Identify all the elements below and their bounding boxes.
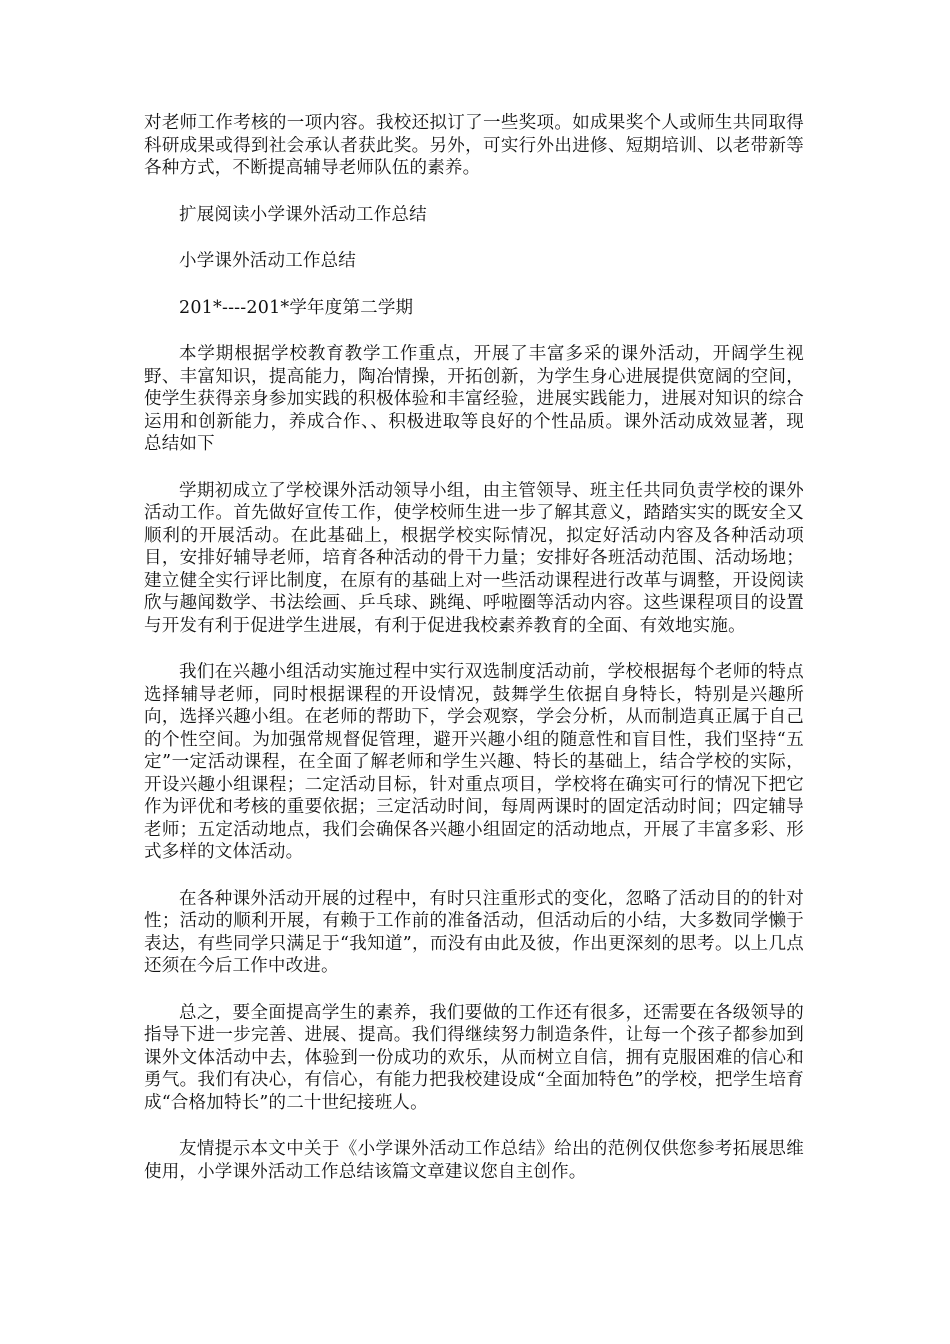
body-paragraph-4: 在各种课外活动开展的过程中，有时只注重形式的变化，忽略了活动目的的针对性；活动的顺利开展，有赖于工作前的准备活动，但活动后的小结，大多数同学懒于表达，有些同学只满足于“我知道”，而没有由此及彼，作出更深刻的思考。以上几点还须在今后工作中改进。 [144, 888, 804, 976]
closing-note-paragraph: 友情提示本文中关于《小学课外活动工作总结》给出的范例仅供您参考拓展思维使用，小学课外活动工作总结该篇文章建议您自主创作。 [144, 1139, 804, 1182]
body-paragraph-3: 我们在兴趣小组活动实施过程中实行双选制度活动前，学校根据每个老师的特点选择辅导老师，同时根据课程的开设情况，鼓舞学生依据自身特长，特别是兴趣所向，选择兴趣小组。在老师的帮助下，学会观察，学会分析，从而制造真正属于自己的个性空间。为加强常规督促管理，避开兴趣小组的随意性和盲目性，我们坚持“五定”一定活动课程，在全面了解老师和学生兴趣、特长的基础上，结合学校的实际，开设兴趣小组课程；二定活动目标，针对重点项目，学校将在确实可行的情况下把它作为评优和考核的重要依据；三定活动时间，每周两课时的固定活动时间；四定辅导老师；五定活动地点，我们会确保各兴趣小组固定的活动地点，开展了丰富多彩、形式多样的文体活动。 [144, 662, 804, 862]
body-paragraph-1: 本学期根据学校教育教学工作重点，开展了丰富多采的课外活动，开阔学生视野、丰富知识，提高能力，陶冶情操，开拓创新，为学生身心进展提供宽阔的空间，使学生获得亲身参加实践的积极体验和丰富经验，进展实践能力，进展对知识的综合运用和创新能力，养成合作、、积极进取等良好的个性品质。课外活动成效显著，现总结如下 [144, 344, 804, 454]
body-paragraph-5: 总之，要全面提高学生的素养，我们要做的工作还有很多，还需要在各级领导的指导下进一步完善、进展、提高。我们得继续努力制造条件，让每一个孩子都参加到课外文体活动中去，体验到一份成功的欢乐，从而树立自信，拥有克服困难的信心和勇气。我们有决心，有信心，有能力把我校建设成“全面加特色”的学校，把学生培育成“合格加特长”的二十世纪接班人。 [144, 1002, 804, 1113]
semester-line: 201*----201*学年度第二学期 [179, 297, 414, 318]
extended-reading-heading: 扩展阅读小学课外活动工作总结 [179, 204, 427, 225]
document-title: 小学课外活动工作总结 [179, 251, 356, 271]
document-page [144, 112, 804, 1207]
body-paragraph-2: 学期初成立了学校课外活动领导小组，由主管领导、班主任共同负责学校的课外活动工作。首先做好宣传工作，使学校师生进一步了解其意义，踏踏实实的既安全又顺利的开展活动。在此基础上，根据学校实际情况，拟定好活动内容及各种活动项目，安排好辅导老师，培育各种活动的骨干力量；安排好各班活动范围、活动场地；建立健全实行评比制度，在原有的基础上对一些活动课程进行改革与调整，开设阅读欣与趣闻数学、书法绘画、乒乓球、跳绳、呼啦圈等活动内容。这些课程项目的设置与开发有利于促进学生进展，有利于促进我校素养教育的全面、有效地实施。 [144, 480, 804, 636]
intro-paragraph: 对老师工作考核的一项内容。我校还拟订了一些奖项。如成果奖个人或师生共同取得科研成果或得到社会承认者获此奖。另外，可实行外出进修、短期培训、以老带新等各种方式，不断提高辅导老师队伍的素养。 [144, 113, 804, 178]
